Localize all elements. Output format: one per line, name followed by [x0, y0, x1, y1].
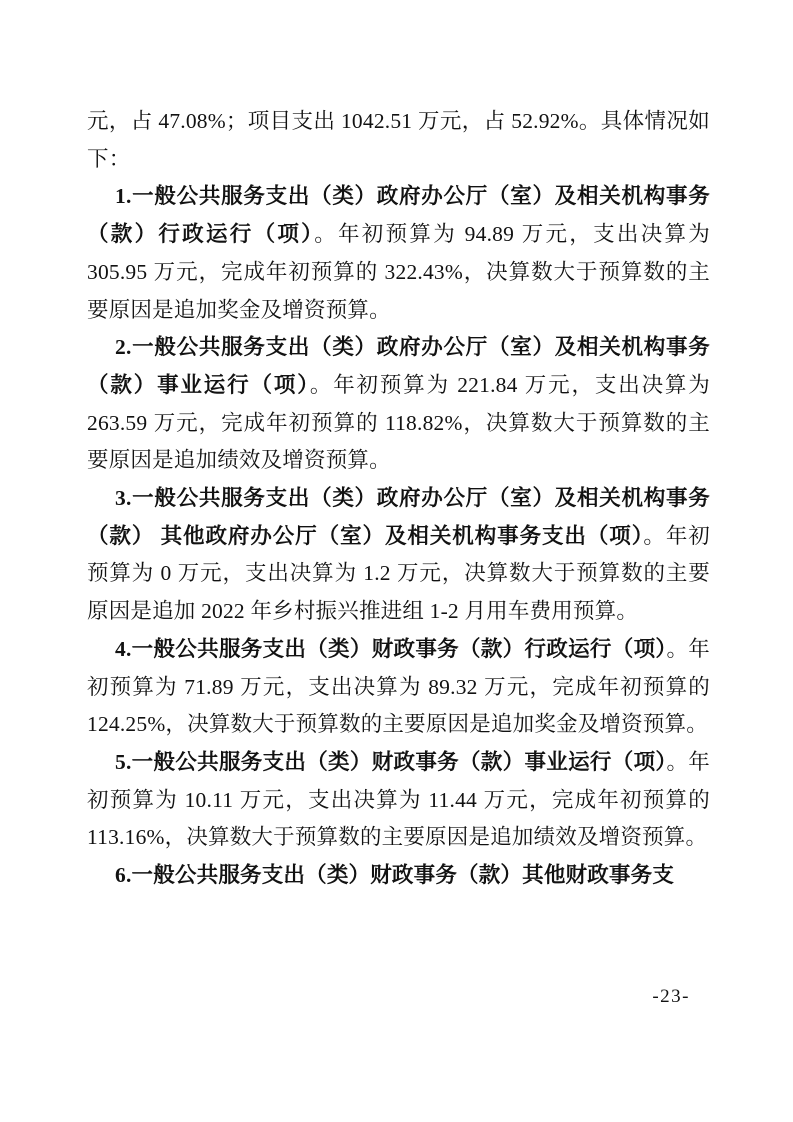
budget-item-3-heading: 3.一般公共服务支出（类）政府办公厅（室）及相关机构事务（款） 其他政府办公厅（室）及相关机构事务支出（项） [87, 486, 710, 548]
intro-paragraph: 元，占 47.08%；项目支出 1042.51 万元，占 52.92%。具体情况如下： [87, 109, 710, 171]
page-number: -23- [652, 986, 690, 1007]
budget-item-5 [87, 744, 710, 857]
budget-item-5-body: 。年初预算为 10.11 万元，支出决算为 11.44 万元，完成年初预算的 113.16%，决算数大于预算数的主要原因是追加绩效及增资预算。 [87, 749, 710, 850]
document-body [87, 103, 710, 895]
budget-item-3-body: 。年初预算为 0 万元，支出决算为 1.2 万元，决算数大于预算数的主要原因是追加 2022 年乡村振兴推进组 1-2 月用车费用预算。 [87, 523, 710, 624]
budget-item-4 [87, 631, 710, 744]
budget-item-3 [87, 480, 710, 631]
budget-item-4-heading: 4.一般公共服务支出（类）财政事务（款）行政运行（项） [115, 636, 667, 661]
budget-item-1 [87, 178, 710, 329]
budget-item-2-body: 。年初预算为 221.84 万元，支出决算为 263.59 万元，完成年初预算的 118.82%，决算数大于预算数的主要原因是追加绩效及增资预算。 [87, 372, 710, 473]
budget-item-2 [87, 329, 710, 480]
budget-item-4-body: 。年初预算为 71.89 万元，支出决算为 89.32 万元，完成年初预算的 124.25%，决算数大于预算数的主要原因是追加奖金及增资预算。 [87, 636, 710, 737]
budget-item-6-heading: 6.一般公共服务支出（类）财政事务（款）其他财政事务支 [115, 863, 675, 888]
budget-item-1-heading: 1.一般公共服务支出（类）政府办公厅（室）及相关机构事务（款）行政运行（项） [87, 184, 710, 247]
budget-item-1-body: 。年初预算为 94.89 万元，支出决算为 305.95 万元，完成年初预算的 322.43%，决算数大于预算数的主要原因是追加奖金及增资预算。 [87, 222, 710, 322]
budget-item-2-heading: 2.一般公共服务支出（类）政府办公厅（室）及相关机构事务（款）事业运行（项） [87, 335, 710, 397]
budget-item-5-heading: 5.一般公共服务支出（类）财政事务（款）事业运行（项） [115, 749, 667, 774]
budget-item-6 [87, 857, 710, 895]
